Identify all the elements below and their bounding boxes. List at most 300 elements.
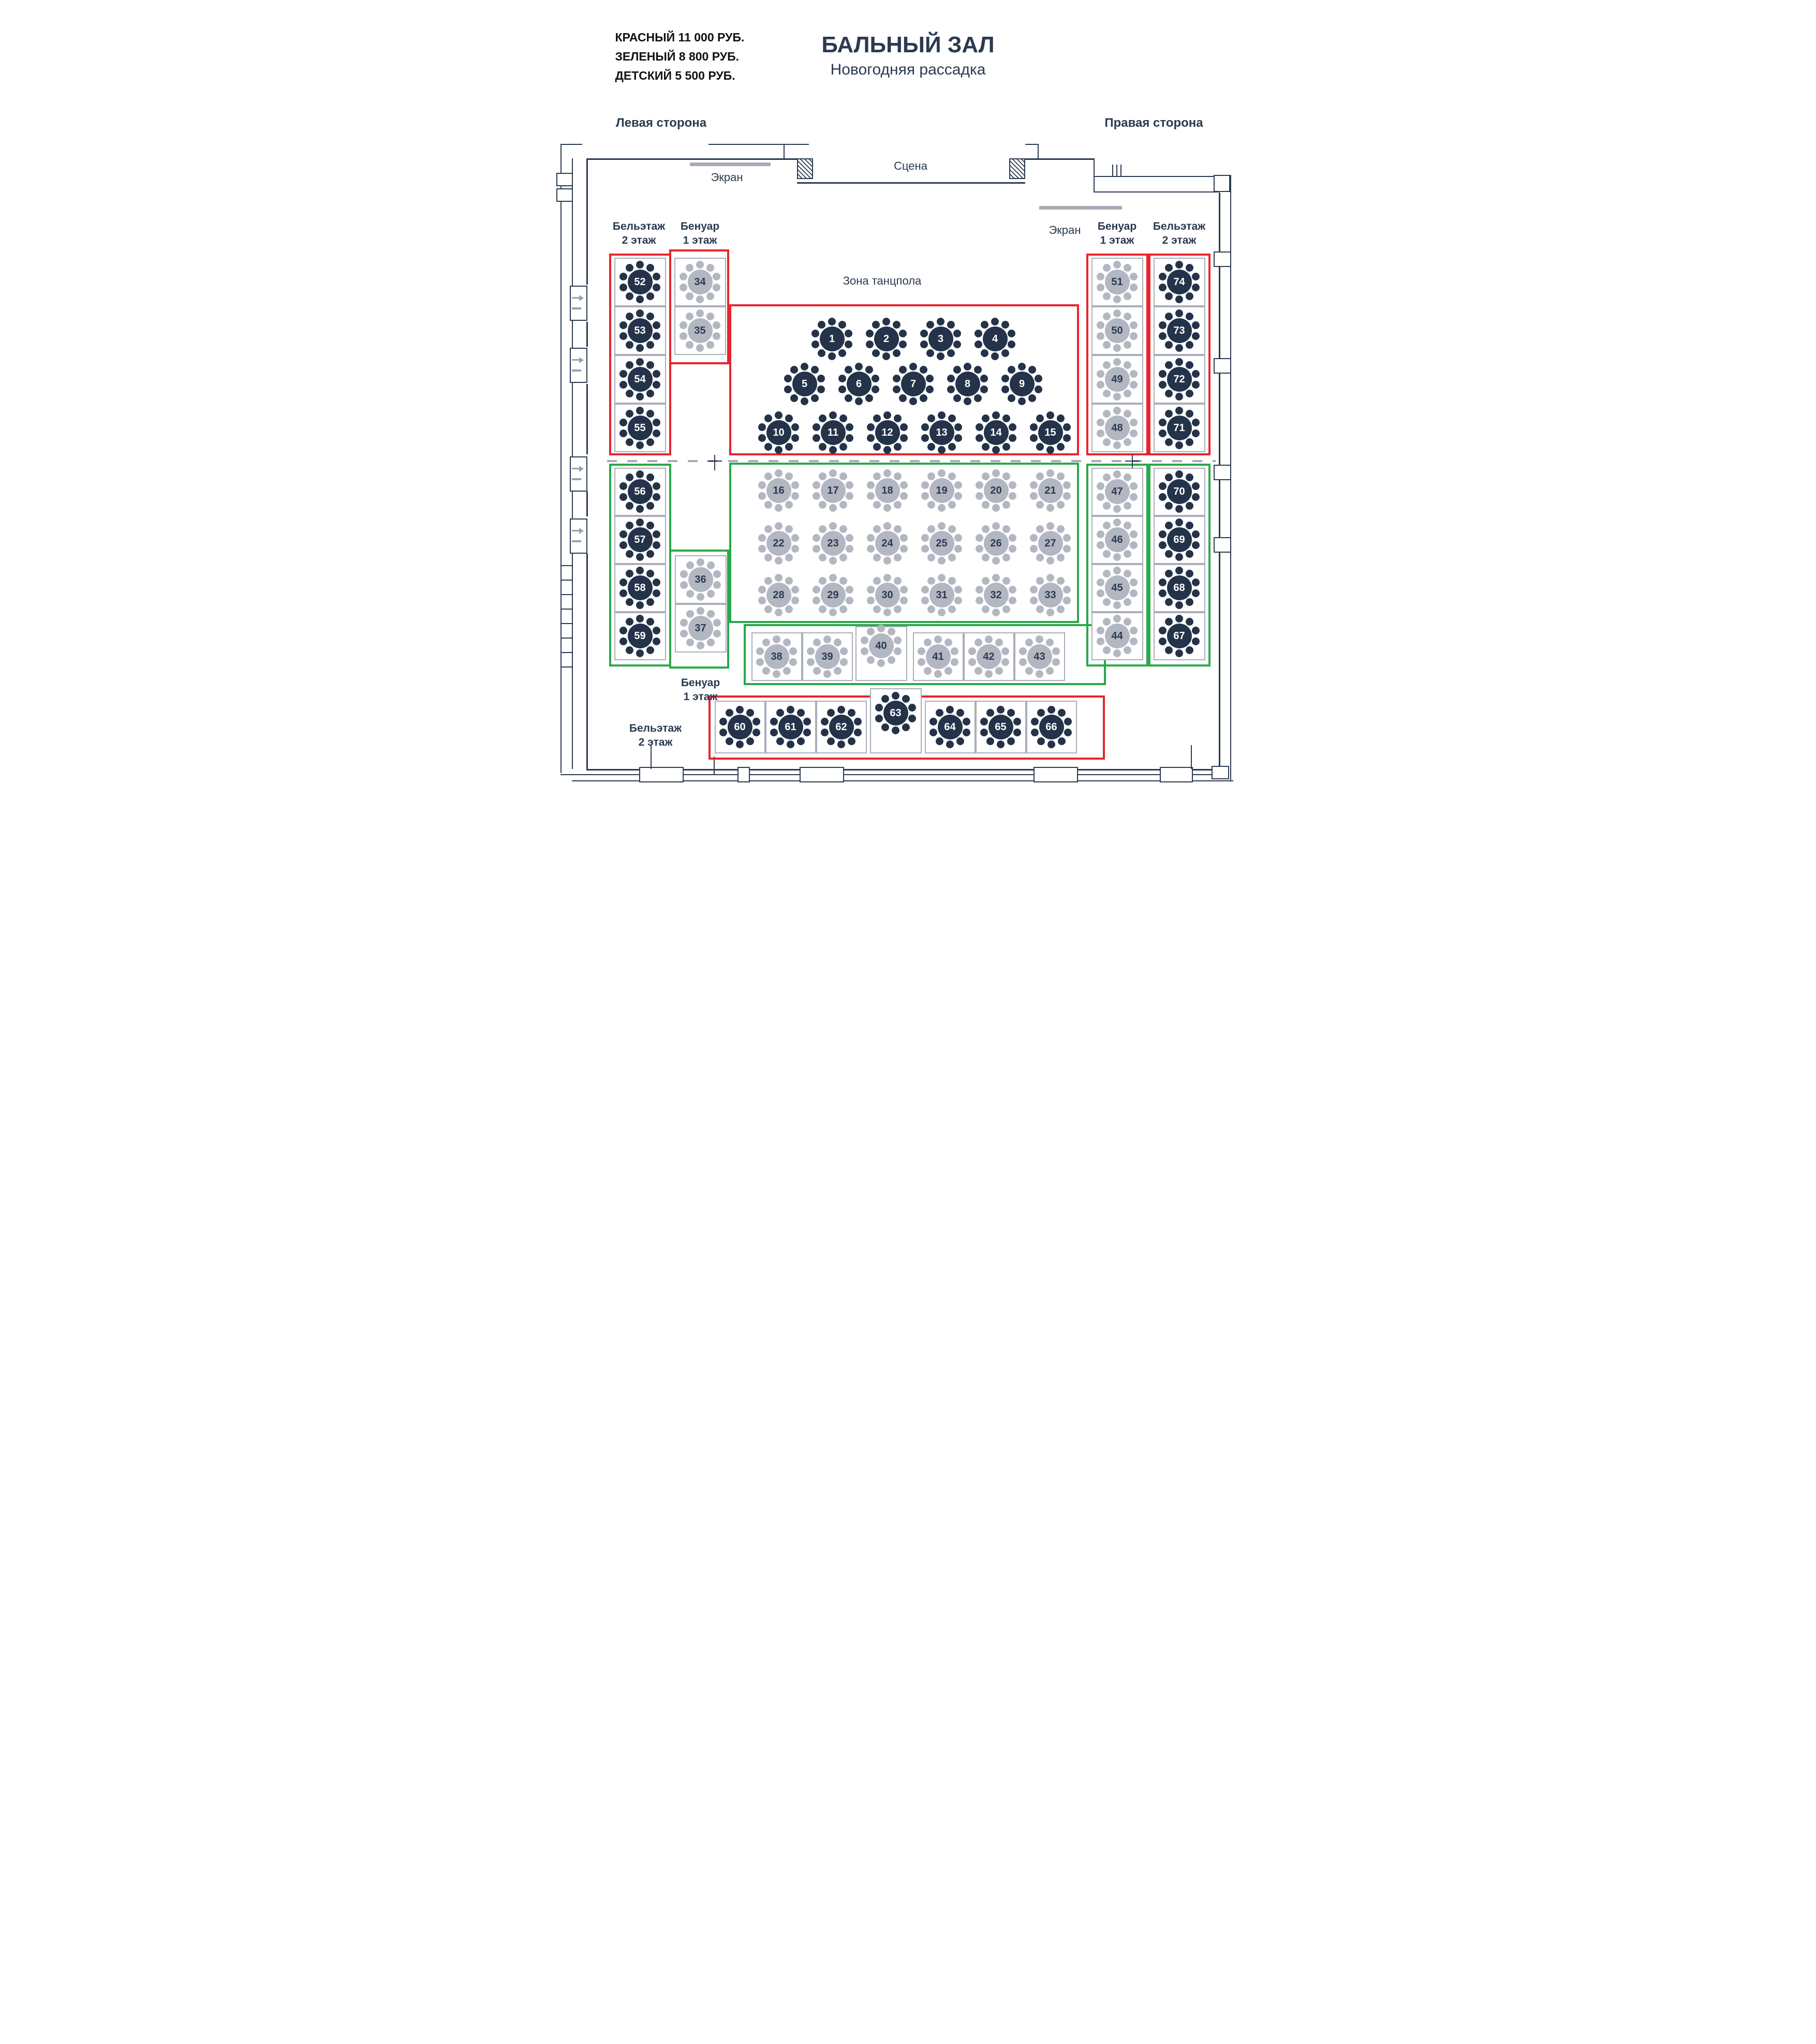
table-29[interactable] (811, 573, 855, 617)
chair-icon (1124, 598, 1131, 606)
chair-icon (877, 659, 885, 667)
chair-icon (986, 737, 994, 745)
table-44[interactable] (1096, 614, 1139, 658)
chair-icon (1124, 264, 1131, 272)
table-40[interactable] (860, 624, 903, 668)
table-60[interactable] (718, 705, 762, 749)
chair-icon (758, 545, 766, 553)
chair-icon (893, 321, 900, 329)
table-66[interactable] (1030, 705, 1073, 749)
chair-icon (813, 534, 820, 542)
chair-icon (697, 607, 704, 615)
chair-icon (1046, 609, 1054, 616)
table-28[interactable] (757, 573, 801, 617)
wall-comb-left-tick (560, 666, 572, 668)
table-42[interactable] (967, 635, 1011, 678)
chair-icon (696, 344, 704, 352)
table-32[interactable] (975, 573, 1018, 617)
chair-icon (982, 525, 990, 533)
chair-icon (947, 375, 955, 382)
chair-icon (707, 639, 715, 646)
chair-icon (927, 501, 935, 509)
chair-icon (1103, 473, 1111, 481)
chair-icon (696, 261, 704, 269)
table-17[interactable] (811, 469, 855, 512)
chair-icon (867, 586, 875, 594)
chair-icon (883, 446, 891, 454)
table-48[interactable] (1096, 406, 1139, 450)
wall-top-left (586, 158, 797, 160)
chair-icon (1097, 273, 1104, 280)
table-number: 56 (628, 479, 653, 504)
chair-icon (1192, 638, 1200, 645)
chair-icon (924, 639, 932, 646)
table-22[interactable] (757, 522, 801, 565)
chair-icon (982, 501, 990, 509)
chair-icon (909, 363, 917, 371)
chair-icon (1130, 370, 1138, 378)
chair-icon (1001, 647, 1009, 655)
table-43[interactable] (1018, 635, 1061, 678)
chair-icon (881, 695, 889, 703)
table-number: 36 (688, 567, 713, 592)
table-64[interactable] (928, 705, 972, 749)
chair-icon (894, 501, 902, 509)
wall-comb-left-tick (560, 652, 572, 653)
wall-comb-left-tick (560, 594, 572, 595)
chair-icon (626, 570, 633, 577)
table-2[interactable] (865, 317, 908, 361)
door-4-arrow-head-icon (579, 528, 584, 534)
table-1[interactable] (810, 317, 854, 361)
table-number: 17 (821, 478, 846, 503)
chair-icon (619, 541, 627, 549)
table-number: 66 (1039, 715, 1064, 739)
table-47[interactable] (1096, 470, 1139, 513)
table-49[interactable] (1096, 358, 1139, 401)
chair-icon (818, 349, 825, 357)
chair-icon (918, 647, 925, 655)
chair-icon (1025, 639, 1033, 646)
table-number: 10 (766, 420, 791, 445)
table-23[interactable] (811, 522, 855, 565)
table-73[interactable] (1158, 309, 1201, 352)
chair-icon (696, 309, 704, 317)
wall-comb-left-tick (560, 565, 572, 566)
chair-icon (1165, 570, 1173, 577)
chair-icon (926, 375, 934, 382)
chair-icon (861, 636, 868, 644)
chair-icon (909, 397, 917, 405)
chair-icon (992, 446, 1000, 454)
chair-icon (918, 658, 925, 666)
chair-icon (1009, 586, 1016, 594)
table-65[interactable] (979, 705, 1023, 749)
table-58[interactable] (618, 566, 662, 610)
chair-icon (1063, 597, 1071, 604)
table-35[interactable] (678, 309, 722, 352)
chair-icon (976, 597, 983, 604)
door-3-dash-icon (572, 478, 581, 480)
table-number: 42 (977, 644, 1001, 669)
chair-icon (819, 443, 826, 451)
table-52[interactable] (618, 260, 662, 304)
chair-icon (697, 558, 704, 566)
chair-icon (789, 647, 797, 655)
table-21[interactable] (1029, 469, 1072, 512)
table-71[interactable] (1158, 406, 1201, 450)
table-8[interactable] (946, 362, 990, 406)
chair-icon (899, 366, 907, 374)
chair-icon (1130, 321, 1138, 329)
table-74[interactable] (1158, 260, 1201, 304)
chair-icon (819, 472, 826, 480)
table-24[interactable] (866, 522, 909, 565)
chair-icon (956, 737, 964, 745)
chair-icon (1019, 658, 1027, 666)
table-54[interactable] (618, 358, 662, 401)
chair-icon (846, 423, 853, 431)
table-6[interactable] (837, 362, 881, 406)
chair-icon (813, 481, 820, 489)
chair-icon (947, 386, 955, 393)
chair-icon (1057, 554, 1065, 561)
chair-icon (764, 443, 772, 451)
chair-icon (713, 332, 720, 340)
chair-icon (866, 340, 874, 348)
table-number: 68 (1167, 575, 1192, 600)
table-number: 65 (988, 715, 1013, 739)
table-63[interactable] (874, 691, 918, 735)
chair-icon (819, 554, 826, 561)
chair-icon (1159, 541, 1167, 549)
chair-icon (837, 740, 845, 748)
chair-icon (829, 504, 837, 512)
table-3[interactable] (919, 317, 963, 361)
chair-icon (872, 386, 879, 393)
chair-icon (954, 481, 962, 489)
chair-icon (697, 642, 704, 649)
chair-icon (1103, 598, 1111, 606)
table-18[interactable] (866, 469, 909, 512)
chair-icon (770, 729, 778, 736)
cross-left-h (707, 461, 722, 462)
table-59[interactable] (618, 614, 662, 658)
table-16[interactable] (757, 469, 801, 512)
chair-icon (1159, 638, 1167, 645)
chair-icon (1007, 709, 1015, 717)
chair-icon (938, 504, 946, 512)
table-number: 69 (1167, 527, 1192, 552)
chair-icon (1057, 605, 1065, 613)
chair-icon (1192, 284, 1200, 291)
table-33[interactable] (1029, 573, 1072, 617)
chair-icon (946, 740, 954, 748)
chair-icon (775, 557, 782, 565)
table-45[interactable] (1096, 566, 1139, 610)
chair-icon (883, 574, 891, 582)
chair-icon (646, 473, 654, 481)
table-31[interactable] (920, 573, 964, 617)
table-20[interactable] (975, 469, 1018, 512)
wall-step-left-v (784, 144, 785, 158)
chair-icon (980, 386, 988, 393)
table-number: 48 (1105, 416, 1130, 440)
chair-icon (944, 667, 952, 675)
table-25[interactable] (920, 522, 964, 565)
chair-icon (1186, 598, 1193, 606)
chair-icon (1018, 363, 1026, 371)
table-37[interactable] (679, 606, 722, 650)
chair-icon (982, 414, 990, 422)
chair-icon (819, 501, 826, 509)
table-36[interactable] (679, 558, 722, 601)
chair-icon (953, 340, 961, 348)
chair-icon (1030, 434, 1038, 442)
chair-icon (773, 635, 780, 643)
chair-icon (883, 469, 891, 477)
chair-icon (626, 473, 633, 481)
chair-icon (758, 481, 766, 489)
chair-icon (1124, 646, 1131, 654)
chair-icon (848, 709, 855, 717)
table-number: 35 (688, 318, 713, 343)
chair-icon (1192, 530, 1200, 538)
chair-icon (619, 370, 627, 378)
chair-icon (883, 609, 891, 616)
table-5[interactable] (783, 362, 826, 406)
chair-icon (882, 318, 890, 325)
table-34[interactable] (678, 260, 722, 304)
chair-icon (783, 667, 791, 675)
chair-icon (892, 692, 899, 700)
table-12[interactable] (866, 411, 909, 454)
table-70[interactable] (1158, 470, 1201, 513)
chair-icon (946, 706, 954, 714)
door-2-alcove (570, 348, 587, 383)
table-19[interactable] (920, 469, 964, 512)
chair-icon (867, 492, 875, 500)
table-50[interactable] (1096, 309, 1139, 352)
chair-icon (1063, 545, 1071, 553)
chair-icon (865, 366, 873, 374)
chair-icon (1036, 670, 1043, 678)
table-46[interactable] (1096, 518, 1139, 561)
chair-icon (954, 434, 962, 442)
table-72[interactable] (1158, 358, 1201, 401)
chair-icon (791, 481, 799, 489)
chair-icon (1186, 522, 1193, 529)
chair-icon (1192, 579, 1200, 586)
chair-icon (646, 502, 654, 510)
table-55[interactable] (618, 406, 662, 450)
chair-icon (636, 261, 644, 269)
chair-icon (893, 349, 900, 357)
chair-icon (811, 394, 819, 402)
chair-icon (636, 505, 644, 513)
table-69[interactable] (1158, 518, 1201, 561)
table-30[interactable] (866, 573, 909, 617)
chair-icon (619, 579, 627, 586)
table-53[interactable] (618, 309, 662, 352)
table-9[interactable] (1000, 362, 1044, 406)
table-14[interactable] (975, 411, 1018, 454)
chair-icon (975, 330, 982, 337)
table-26[interactable] (975, 522, 1018, 565)
chair-icon (1047, 740, 1055, 748)
table-15[interactable] (1029, 411, 1072, 454)
chair-icon (807, 647, 815, 655)
table-number: 13 (929, 420, 954, 445)
chair-icon (992, 504, 1000, 512)
chair-icon (1001, 321, 1009, 329)
chair-icon (713, 284, 720, 291)
chair-icon (785, 443, 793, 451)
chair-icon (1165, 292, 1173, 300)
chair-icon (619, 482, 627, 490)
chair-icon (900, 597, 908, 604)
table-57[interactable] (618, 518, 662, 561)
chair-icon (982, 577, 990, 585)
table-number: 4 (983, 327, 1008, 351)
chair-icon (1192, 493, 1200, 501)
chair-icon (817, 386, 825, 393)
chair-icon (1130, 273, 1138, 280)
label-belletage-top-right (1135, 219, 1223, 247)
chair-icon (785, 605, 793, 613)
chair-icon (1130, 284, 1138, 291)
chair-icon (764, 605, 772, 613)
chair-icon (1186, 410, 1193, 418)
chair-icon (1192, 419, 1200, 426)
table-68[interactable] (1158, 566, 1201, 610)
chair-icon (838, 321, 846, 329)
chair-icon (1103, 438, 1111, 446)
chair-icon (787, 706, 794, 714)
chair-icon (1113, 505, 1121, 513)
wall-left-inner (586, 554, 588, 769)
chair-icon (1165, 550, 1173, 558)
chair-icon (1025, 667, 1033, 675)
chair-icon (1030, 492, 1038, 500)
chair-icon (707, 610, 715, 618)
table-10[interactable] (757, 411, 801, 454)
table-41[interactable] (917, 635, 960, 678)
chair-icon (839, 554, 847, 561)
wall-left-inner (586, 492, 588, 516)
chair-icon (1002, 414, 1010, 422)
chair-icon (619, 589, 627, 597)
chair-icon (1186, 646, 1193, 654)
chair-icon (813, 492, 820, 500)
chair-icon (1103, 390, 1111, 397)
chair-icon (653, 273, 660, 280)
table-13[interactable] (920, 411, 964, 454)
chair-icon (838, 375, 846, 382)
table-38[interactable] (755, 635, 799, 678)
chair-icon (951, 658, 958, 666)
chair-icon (855, 363, 863, 371)
chair-icon (713, 570, 721, 578)
wall-step-right-v (1038, 144, 1039, 158)
chair-icon (713, 630, 721, 638)
chair-icon (1130, 541, 1138, 549)
chair-icon (686, 292, 693, 300)
chair-icon (840, 658, 848, 666)
chair-icon (985, 670, 993, 678)
chair-icon (813, 545, 820, 553)
chair-icon (1008, 330, 1015, 337)
chair-icon (646, 646, 654, 654)
chair-icon (713, 619, 721, 627)
chair-icon (873, 501, 881, 509)
chair-icon (1113, 344, 1121, 352)
chair-icon (1030, 423, 1038, 431)
left-side-label: Левая сторона (615, 116, 707, 130)
chair-icon (696, 295, 704, 303)
chair-icon (900, 434, 908, 442)
table-number: 73 (1167, 318, 1192, 343)
chair-icon (1031, 718, 1039, 725)
chair-icon (1192, 627, 1200, 634)
wall-top-left-outer (560, 144, 582, 145)
table-11[interactable] (811, 411, 855, 454)
chair-icon (1019, 647, 1027, 655)
chair-icon (636, 553, 644, 561)
door-4-arrow-icon (572, 530, 579, 531)
label-belletage-top-left-line: 2 этаж (622, 234, 656, 246)
price-legend-children: ДЕТСКИЙ 5 500 РУБ. (615, 69, 735, 82)
chair-icon (1124, 390, 1131, 397)
table-67[interactable] (1158, 614, 1201, 658)
chair-icon (791, 434, 799, 442)
window-bottom-wall (800, 767, 844, 782)
window-top-right-corner (1214, 175, 1230, 192)
table-61[interactable] (769, 705, 813, 749)
label-benoir-bottom-line: 1 этаж (683, 691, 718, 703)
chair-icon (1165, 313, 1173, 320)
chair-icon (706, 341, 714, 349)
chair-icon (1130, 332, 1138, 340)
table-number: 8 (955, 372, 980, 396)
chair-icon (736, 706, 744, 714)
wall-top-right (1025, 158, 1095, 160)
chair-icon (929, 729, 937, 736)
chair-icon (924, 667, 932, 675)
chair-icon (938, 446, 946, 454)
table-51[interactable] (1096, 260, 1139, 304)
table-56[interactable] (618, 470, 662, 513)
table-62[interactable] (820, 705, 863, 749)
chair-icon (653, 579, 660, 586)
table-number: 7 (901, 372, 926, 396)
chair-icon (1037, 709, 1045, 717)
chair-icon (1058, 709, 1066, 717)
table-27[interactable] (1029, 522, 1072, 565)
chair-icon (758, 434, 766, 442)
chair-icon (883, 522, 891, 530)
chair-icon (1103, 410, 1111, 418)
chair-icon (908, 715, 916, 722)
table-39[interactable] (806, 635, 849, 678)
chair-icon (1030, 534, 1038, 542)
chair-icon (1030, 586, 1038, 594)
table-4[interactable] (973, 317, 1017, 361)
chair-icon (626, 598, 633, 606)
chair-icon (921, 434, 929, 442)
table-7[interactable] (892, 362, 935, 406)
chair-icon (1186, 618, 1193, 626)
